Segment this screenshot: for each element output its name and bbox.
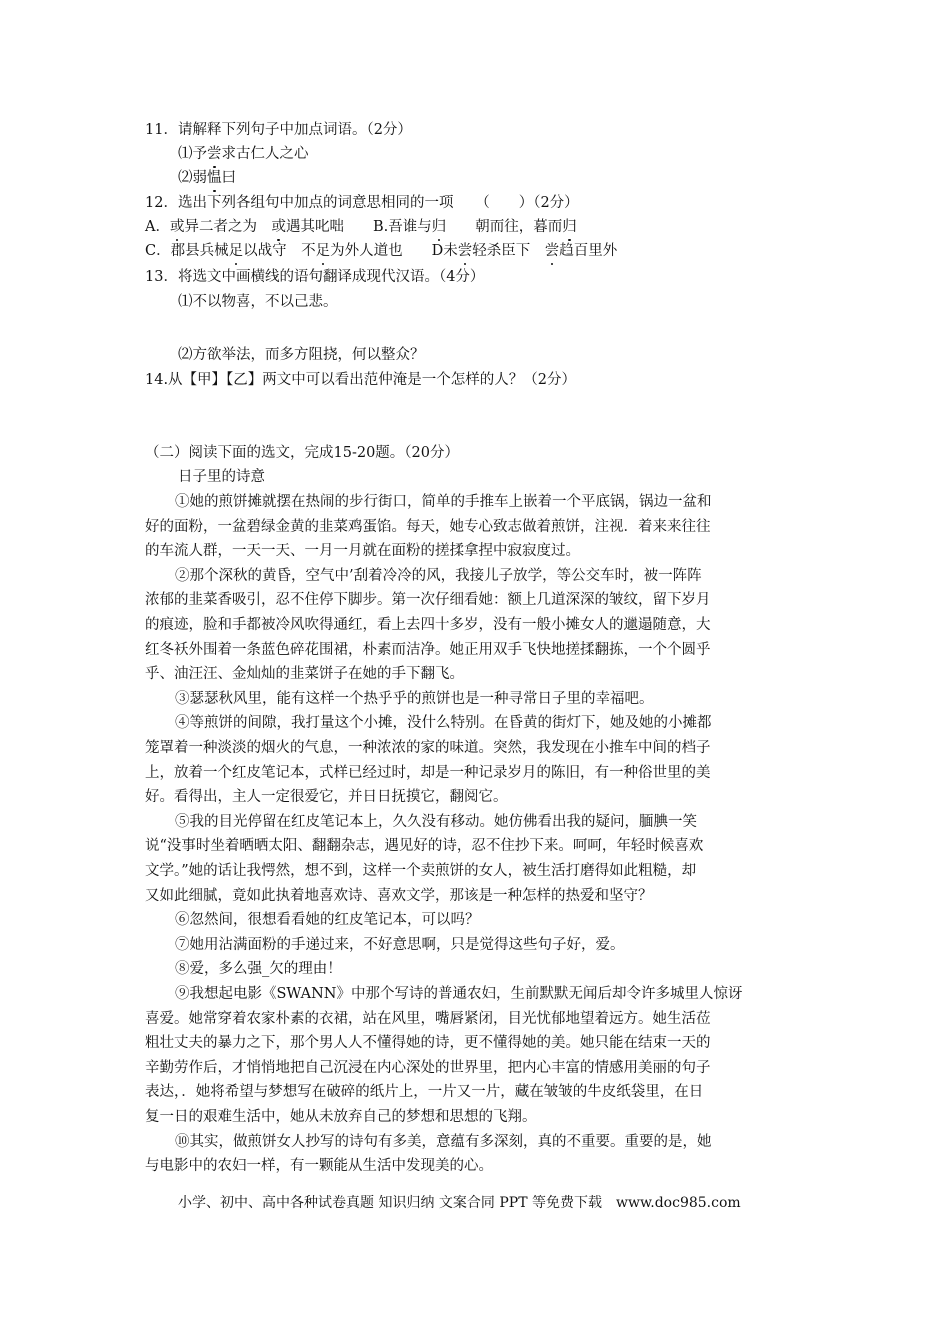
q14-title: 14.从【甲】【乙】两文中可以看出范仲淹是一个怎样的人？（2分） xyxy=(145,372,577,388)
essay-line: 浓郁的韭菜香吸引，忍不住停下脚步。第一次仔细看她：额上几道深深的皱纹，留下岁月 xyxy=(145,592,711,608)
q13-item-1: ⑴不以物喜，不以己悲。 xyxy=(178,294,338,310)
section2-header: （二）阅读下面的选文，完成15-20题。（20分） xyxy=(145,445,459,461)
q12-options-cd: C．郡县兵械足以战守 不足为外人道也 D未尝轻杀臣下 尝趋百里外 xyxy=(145,243,618,259)
essay-line: 喜爱。她常穿着农家朴素的衣裙，站在风里，嘴唇紧闭，目光忧郁地望着远方。她生活莅 xyxy=(145,1011,711,1027)
q12-options-ab: A．或异二者之为 或遇其叱咄 B.吾谁与归 朝而往，暮而归 xyxy=(145,219,577,235)
essay-line: 乎、油汪汪、金灿灿的韭菜饼子在她的手下翻飞。 xyxy=(145,666,464,682)
q13-title: 13．将选文中画横线的语句翻译成现代汉语。（4分） xyxy=(145,269,485,285)
essay-line: 上，放着一个红皮笔记本，式样已经过时，却是一种记录岁月的陈旧，有一种俗世里的美 xyxy=(145,765,711,781)
essay-line: ⑩其实，做煎饼女人抄写的诗句有多美，意蕴有多深刻，真的不重要。重要的是，她 xyxy=(175,1134,712,1150)
q13-item-2: ⑵方欲举法，而多方阻挠，何以整众？ xyxy=(178,347,425,363)
emphasis-dot-char: 尝 xyxy=(207,146,222,162)
essay-line: 笼罩着一种淡淡的烟火的气息，一种浓浓的家的味道。突然，我发现在小推车中间的档子 xyxy=(145,740,711,756)
essay-line: 的车流人群，一天一天、一月一月就在面粉的搓揉拿捏中寂寂度过。 xyxy=(145,543,580,559)
emphasis-dot-char: 或 xyxy=(169,219,185,235)
emphasis-dot-char: 尝 xyxy=(544,243,560,259)
essay-line: ③瑟瑟秋风里，能有这样一个热乎乎的煎饼也是一种寻常日子里的幸福吧。 xyxy=(175,691,654,707)
essay-line: ②那个深秋的黄昏，空气中’刮着冷冷的风，我接儿子放学，等公交车时，被一阵阵 xyxy=(175,568,702,584)
emphasis-dot-char: 归 xyxy=(562,219,577,235)
essay-line: 红冬袄外围着一条蓝色碎花围裙，朴素而洁净。她正用双手飞快地搓揉翻拣，一个个圆乎 xyxy=(145,642,711,658)
q11-title: 11．请解释下列句子中加点词语。（2分） xyxy=(145,122,412,138)
essay-line: 粗壮丈夫的暴力之下，那个男人人不懂得她的诗，更不懂得她的美。她只能在结束一天的 xyxy=(145,1035,711,1051)
essay-line: ④等煎饼的间隙，我打量这个小摊，没什么特别。在昏黄的街灯下，她及她的小摊都 xyxy=(175,715,712,731)
q12-title: 12．选出下列各组句中加点的词意思相同的一项 （ ）（2分） xyxy=(145,195,579,211)
essay-line: 与电影中的农妇一样，有一颗能从生活中发现美的心。 xyxy=(145,1158,493,1174)
emphasis-dot-char: 或 xyxy=(271,219,286,235)
emphasis-dot-char: 愠 xyxy=(207,170,222,186)
essay-line: 的痕迹，脸和手都被冷风吹得通红，看上去四十多岁，没有一般小摊女人的邋遢随意，大 xyxy=(145,617,711,633)
essay-line: 好。看得出，主人一定很爱它，并日日抚摸它，翻阅它。 xyxy=(145,789,508,805)
emphasis-dot-char: 足 xyxy=(228,243,244,259)
footer-download-note: 小学、初中、高中各种试卷真题 知识归纳 文案合同 PPT 等免费下载 www.doc985.com xyxy=(178,1195,741,1211)
essay-line: ⑤我的目光停留在红皮笔记本上，久久没有移动。她仿佛看出我的疑问，腼腆一笑 xyxy=(175,814,697,830)
essay-line: ⑨我想起电影《SWANN》中那个写诗的普通农妇，生前默默无闻后却令许多城里人惊讶 xyxy=(175,986,743,1002)
essay-line: 复一日的艰难生活中，她从未放弃自己的梦想和思想的飞翔。 xyxy=(145,1109,537,1125)
q11-item-2: ⑵弱愠曰 xyxy=(178,170,236,186)
emphasis-dot-char: 足 xyxy=(315,243,331,259)
essay-line: ⑥忽然间，很想看看她的红皮笔记本，可以吗？ xyxy=(175,912,480,928)
essay-line: 文学。”她的话让我愕然，想不到，这样一个卖煎饼的女人，被生活打磨得如此粗糙，却 xyxy=(145,863,697,879)
emphasis-dot-char: 归 xyxy=(431,219,447,235)
essay-line: ⑧爱，多么强_欠的理由！ xyxy=(175,961,342,977)
essay-line: ⑦她用沾满面粉的手递过来，不好意思啊，只是觉得这些句子好，爱。 xyxy=(175,937,625,953)
q11-item-1: ⑴予尝求古仁人之心 xyxy=(178,146,309,162)
essay-title: 日子里的诗意 xyxy=(178,469,265,485)
essay-line: 表达，．她将希望与梦想写在破碎的纸片上，一片又一片，藏在皱皱的牛皮纸袋里，在日 xyxy=(145,1084,704,1100)
essay-line: 说“没事时坐着晒晒太阳、翻翻杂志，遇见好的诗，忍不住抄下来。呵呵，年轻时候喜欢 xyxy=(145,838,704,854)
essay-line: ①她的煎饼摊就摆在热闹的步行街口，简单的手推车上嵌着一个平底锅，锅边一盆和 xyxy=(175,494,712,510)
essay-line: 辛勤劳作后，才悄悄地把自己沉浸在内心深处的世界里，把内心丰富的情感用美丽的句子 xyxy=(145,1060,711,1076)
essay-line: 又如此细腻，竟如此执着地喜欢诗、喜欢文学，那该是一种怎样的热爱和坚守？ xyxy=(145,888,653,904)
emphasis-dot-char: 尝 xyxy=(457,243,473,259)
essay-line: 好的面粉，一盆碧绿金黄的韭菜鸡蛋馅。每天，她专心致志做着煎饼，注视．着来来往往 xyxy=(145,519,711,535)
